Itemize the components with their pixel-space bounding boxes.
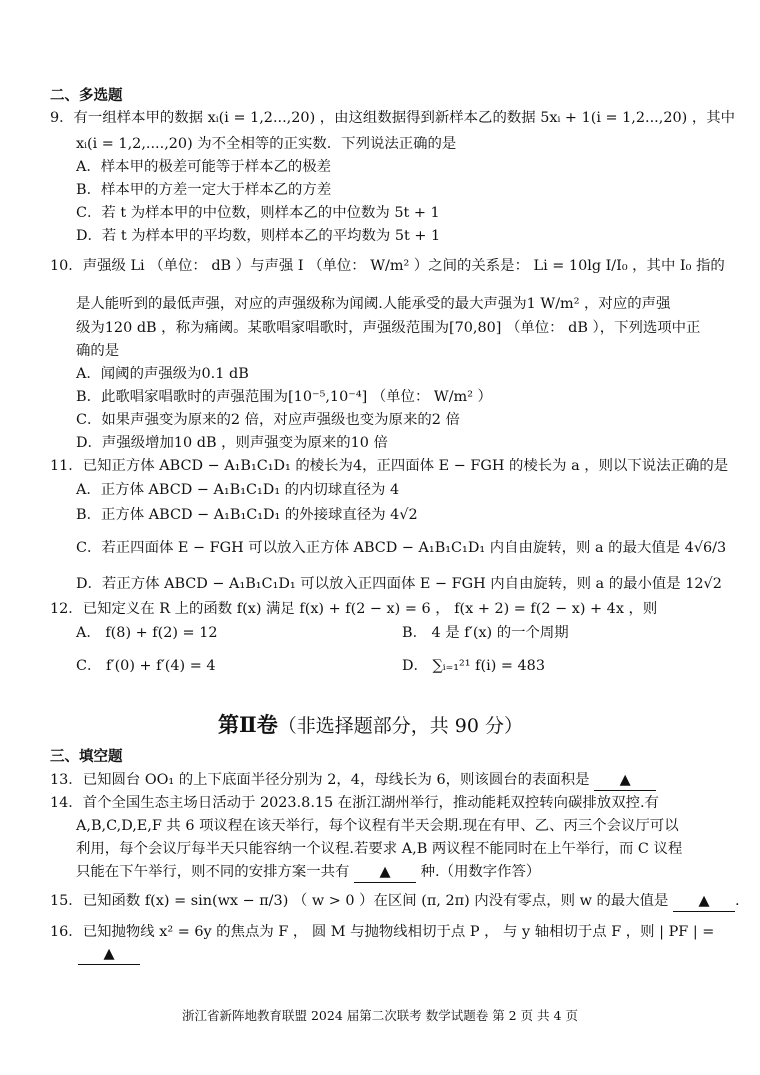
q12-option-b: B． 4 是 f′(x) 的一个周期 [402,625,569,641]
q11-stem: 11．已知正方体 ABCD − A₁B₁C₁D₁ 的棱长为4，正四面体 E − FGH 的棱长为 a ，则以下说法正确的是 [50,458,729,474]
q13-line [50,770,656,791]
q14-line4-tail: 种.（用数字作答） [420,864,541,880]
q13-answer-blank[interactable]: ▲ [594,770,656,791]
q13-text: 13．已知圆台 OO₁ 的上下底面半径分别为 2，4，母线长为 6，则该圆台的表面积是 [50,772,590,788]
part2-heading [218,712,523,739]
part2-title: 第Ⅱ卷 [218,712,278,737]
q14-line1: 14．首个全国生态主场日活动于 2023.8.15 在浙江湖州举行，推动能耗双控转向碳排放双控.有 [50,795,659,811]
q11-option-d: D．若正方体 ABCD − A₁B₁C₁D₁ 可以放入正四面体 E − FGH 内自由旋转，则 a 的最小值是 12√2 [76,576,722,592]
q11-option-c: C．若正四面体 E − FGH 可以放入正方体 ABCD − A₁B₁C₁D₁ 内自由旋转，则 a 的最大值是 4√6/3 [76,540,727,556]
q14-line2: A,B,C,D,E,F 共 6 项议程在该天举行，每个议程有半天会期.现在有甲、乙、丙三个会议厅可以 [76,818,679,834]
q14-line3: 利用，每个会议厅每半天只能容纳一个议程.若要求 A,B 两议程不能同时在上午举行，而 C 议程 [76,841,683,857]
q10-option-d: D．声强级增加10 dB ，则声强变为原来的10 倍 [76,435,388,451]
q10-stem-line1: 10．声强级 Li （单位： dB ）与声强 I （单位： W/m² ）之间的关系是： Li = 10lg I/I₀ ，其中 I₀ 指的 [50,258,725,274]
page-footer: 浙江省新阵地教育联盟 2024 届第二次联考 数学试题卷 第 2 页 共 4 页 [182,1008,578,1023]
q10-option-b: B．此歌唱家唱歌时的声强范围为[10⁻⁵,10⁻⁴] （单位： W/m² ） [76,389,492,405]
q10-stem-line3: 级为120 dB ，称为痛阈。某歌唱家唱歌时，声强级范围为[70,80] （单位： dB ），下列选项中正 [76,320,701,336]
q15-answer-blank[interactable]: ▲ [673,891,735,912]
q12-option-d: D． ∑ᵢ₌₁²¹ f(i) = 483 [402,658,545,674]
q16-line1: 16．已知抛物线 x² = 6y 的焦点为 F ， 圆 M 与抛物线相切于点 P ， 与 y 轴相切于点 F ，则 | PF | = [50,924,715,940]
q9-stem-line2: xᵢ(i = 1,2,....,20) 为不全相等的正实数．下列说法正确的是 [76,136,457,152]
q10-stem-line2: 是人能听到的最低声强，对应的声强级称为闻阈.人能承受的最大声强为1 W/m² ，对应的声强 [76,296,671,312]
q11-option-a: A．正方体 ABCD − A₁B₁C₁D₁ 的内切球直径为 4 [76,482,400,498]
q9-stem-line1: 9．有一组样本甲的数据 xᵢ(i = 1,2...,20) ，由这组数据得到新样本乙的数据 5xᵢ + 1(i = 1,2...,20) ，其中 [50,110,735,126]
q9-option-b: B．样本甲的方差一定大于样本乙的方差 [76,182,332,198]
section-title-fill-blank: 三、填空题 [50,748,123,765]
q10-option-a: A．闻阈的声强级为0.1 dB [76,366,249,382]
q9-option-a: A．样本甲的极差可能等于样本乙的极差 [76,159,332,175]
q16-answer-blank[interactable]: ▲ [78,944,140,965]
q10-stem-line4: 确的是 [76,343,120,359]
q10-option-c: C．如果声强变为原来的2 倍，对应声强级也变为原来的2 倍 [76,412,460,428]
q14-line4-text: 只能在下午举行，则不同的安排方案一共有 [76,864,350,880]
q16-line2 [78,944,140,965]
section-title-multiple-choice: 二、多选题 [50,87,123,104]
q15-line [50,891,740,912]
q14-line4 [76,862,540,883]
part2-subtitle: （非选择题部分，共 90 分） [277,715,523,737]
q9-option-d: D．若 t 为样本甲的平均数，则样本乙的平均数为 5t + 1 [76,228,441,244]
q9-option-c: C．若 t 为样本甲的中位数，则样本乙的中位数为 5t + 1 [76,205,440,221]
q11-option-b: B．正方体 ABCD − A₁B₁C₁D₁ 的外接球直径为 4√2 [76,507,418,523]
q12-option-a: A． f(8) + f(2) = 12 [76,625,218,641]
q14-answer-blank[interactable]: ▲ [354,862,416,883]
q15-text: 15．已知函数 f(x) = sin(wx − π/3) （ w > 0 ）在区间 (π, 2π) 内没有零点，则 w 的最大值是 [50,893,669,909]
q15-tail: . [735,893,740,909]
q12-stem: 12．已知定义在 R 上的函数 f(x) 满足 f(x) + f(2 − x) = 6 ， f(x + 2) = f(2 − x) + 4x ，则 [50,601,658,617]
q12-option-c: C． f′(0) + f′(4) = 4 [76,658,216,674]
